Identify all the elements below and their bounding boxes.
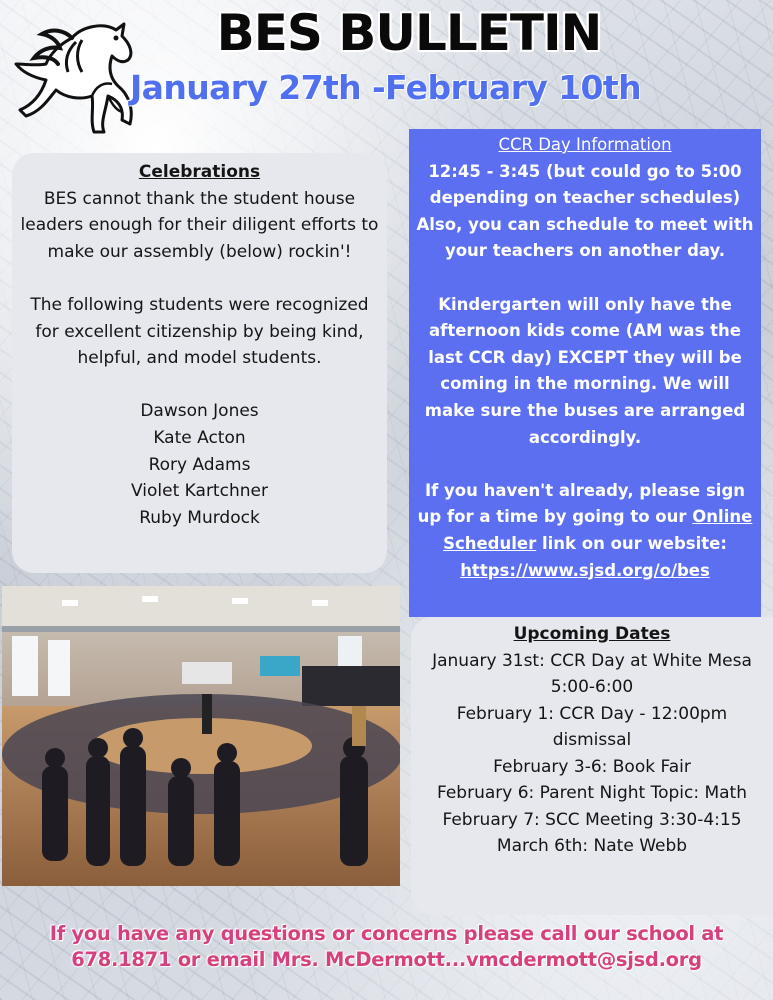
date-item: February 1: CCR Day - 12:00pm dismissal — [456, 703, 728, 750]
student-name: Ruby Murdock — [139, 507, 260, 528]
celebrations-recognition: The following students were recognized for excellent citizenship by being kind, helpful, and model students. — [30, 294, 369, 369]
contact-footer: If you have any questions or concerns please call our school at 678.1871 or email Mrs. McDermott...vmcdermott@sjsd.org — [49, 922, 724, 971]
upcoming-dates-heading: Upcoming Dates — [513, 624, 671, 644]
ccr-alt-meeting: Also, you can schedule to meet with your teachers on another day. — [416, 214, 754, 261]
celebrations-heading: Celebrations — [138, 162, 261, 182]
student-name: Kate Acton — [153, 427, 246, 448]
student-name: Rory Adams — [148, 454, 251, 475]
ccr-kindergarten-note: Kindergarten will only have the afternoon kids come (AM was the last CCR day) EXCEPT they will be coming in the morning. We will make sure the buses are arranged accordingly. — [424, 294, 746, 447]
date-item: February 6: Parent Night Topic: Math — [437, 783, 747, 803]
celebrations-intro: BES cannot thank the student house leaders enough for their diligent efforts to make our assembly (below) rockin'! — [20, 188, 379, 262]
upcoming-dates-panel — [411, 617, 773, 915]
date-item: February 7: SCC Meeting 3:30-4:15 — [442, 809, 742, 830]
ccr-heading: CCR Day Information — [498, 135, 672, 154]
ccr-signup-text: If you haven't already, please sign up for a time by going to our — [417, 480, 746, 527]
ccr-signup-text-after: link on our website: — [541, 533, 727, 553]
date-item: February 3-6: Book Fair — [493, 756, 691, 777]
ccr-day-panel — [409, 129, 761, 617]
ccr-hours: 12:45 - 3:45 (but could go to 5:00 depending on teacher schedules) — [428, 161, 742, 208]
celebrations-panel — [12, 153, 387, 573]
student-name: Violet Kartchner — [131, 481, 268, 502]
date-range-subtitle: January 27th -February 10th — [130, 68, 641, 107]
assembly-photo — [2, 586, 400, 886]
date-item: March 6th: Nate Webb — [496, 836, 688, 856]
student-name: Dawson Jones — [140, 401, 259, 422]
ccr-signup — [415, 478, 755, 584]
website-url-link[interactable]: https://www.sjsd.org/o/bes — [460, 560, 710, 580]
date-item: January 31st: CCR Day at White Mesa 5:00-6:00 — [432, 650, 752, 697]
bulletin-title: BES BULLETIN — [216, 4, 602, 62]
online-scheduler-link[interactable]: Online Scheduler — [443, 507, 753, 553]
